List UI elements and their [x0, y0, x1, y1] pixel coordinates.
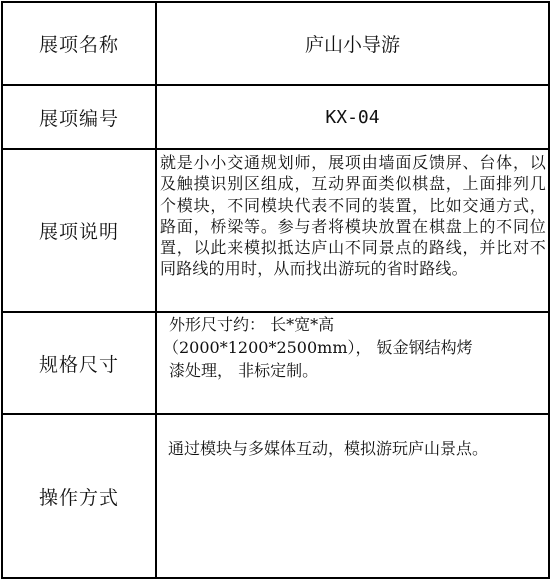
- row-label-name: 展项名称: [38, 34, 119, 56]
- exhibit-description-value: 就是小小交通规划师，展项由墙面反馈屏、台体，以及触摸识别区组成，互动界面类似棋盘，上面排列几个模块，不同模块代表不同的装置，比如交通方式，路面，桥梁等。参与者将模块放置在棋盘上的不同位置，以此来模拟抵达庐山不同景点的路线，并比对不同路线的用时，从而找出游玩的省时路线。: [160, 153, 546, 279]
- table-border-bottom: [1, 577, 550, 579]
- spec-line: （2000*1200*2500mm）， 钣金钢结构烤: [163, 338, 473, 357]
- row-label-operation: 操作方式: [38, 486, 119, 509]
- row-label-number: 展项编号: [38, 107, 119, 130]
- row-label-spec: 规格尺寸: [38, 353, 119, 376]
- exhibit-spec-value: [163, 313, 546, 411]
- exhibit-name-value: 庐山小导游: [304, 34, 400, 56]
- exhibit-number-value: KX-04: [325, 106, 380, 128]
- spec-line: 漆处理， 非标定制。: [169, 361, 319, 380]
- spec-line: 外形尺寸约： 长*宽*高: [169, 315, 335, 334]
- row-label-description: 展项说明: [38, 221, 119, 243]
- table-border-right: [548, 1, 550, 578]
- exhibit-operation-value: 通过模块与多媒体互动，模拟游玩庐山景点。: [168, 439, 489, 458]
